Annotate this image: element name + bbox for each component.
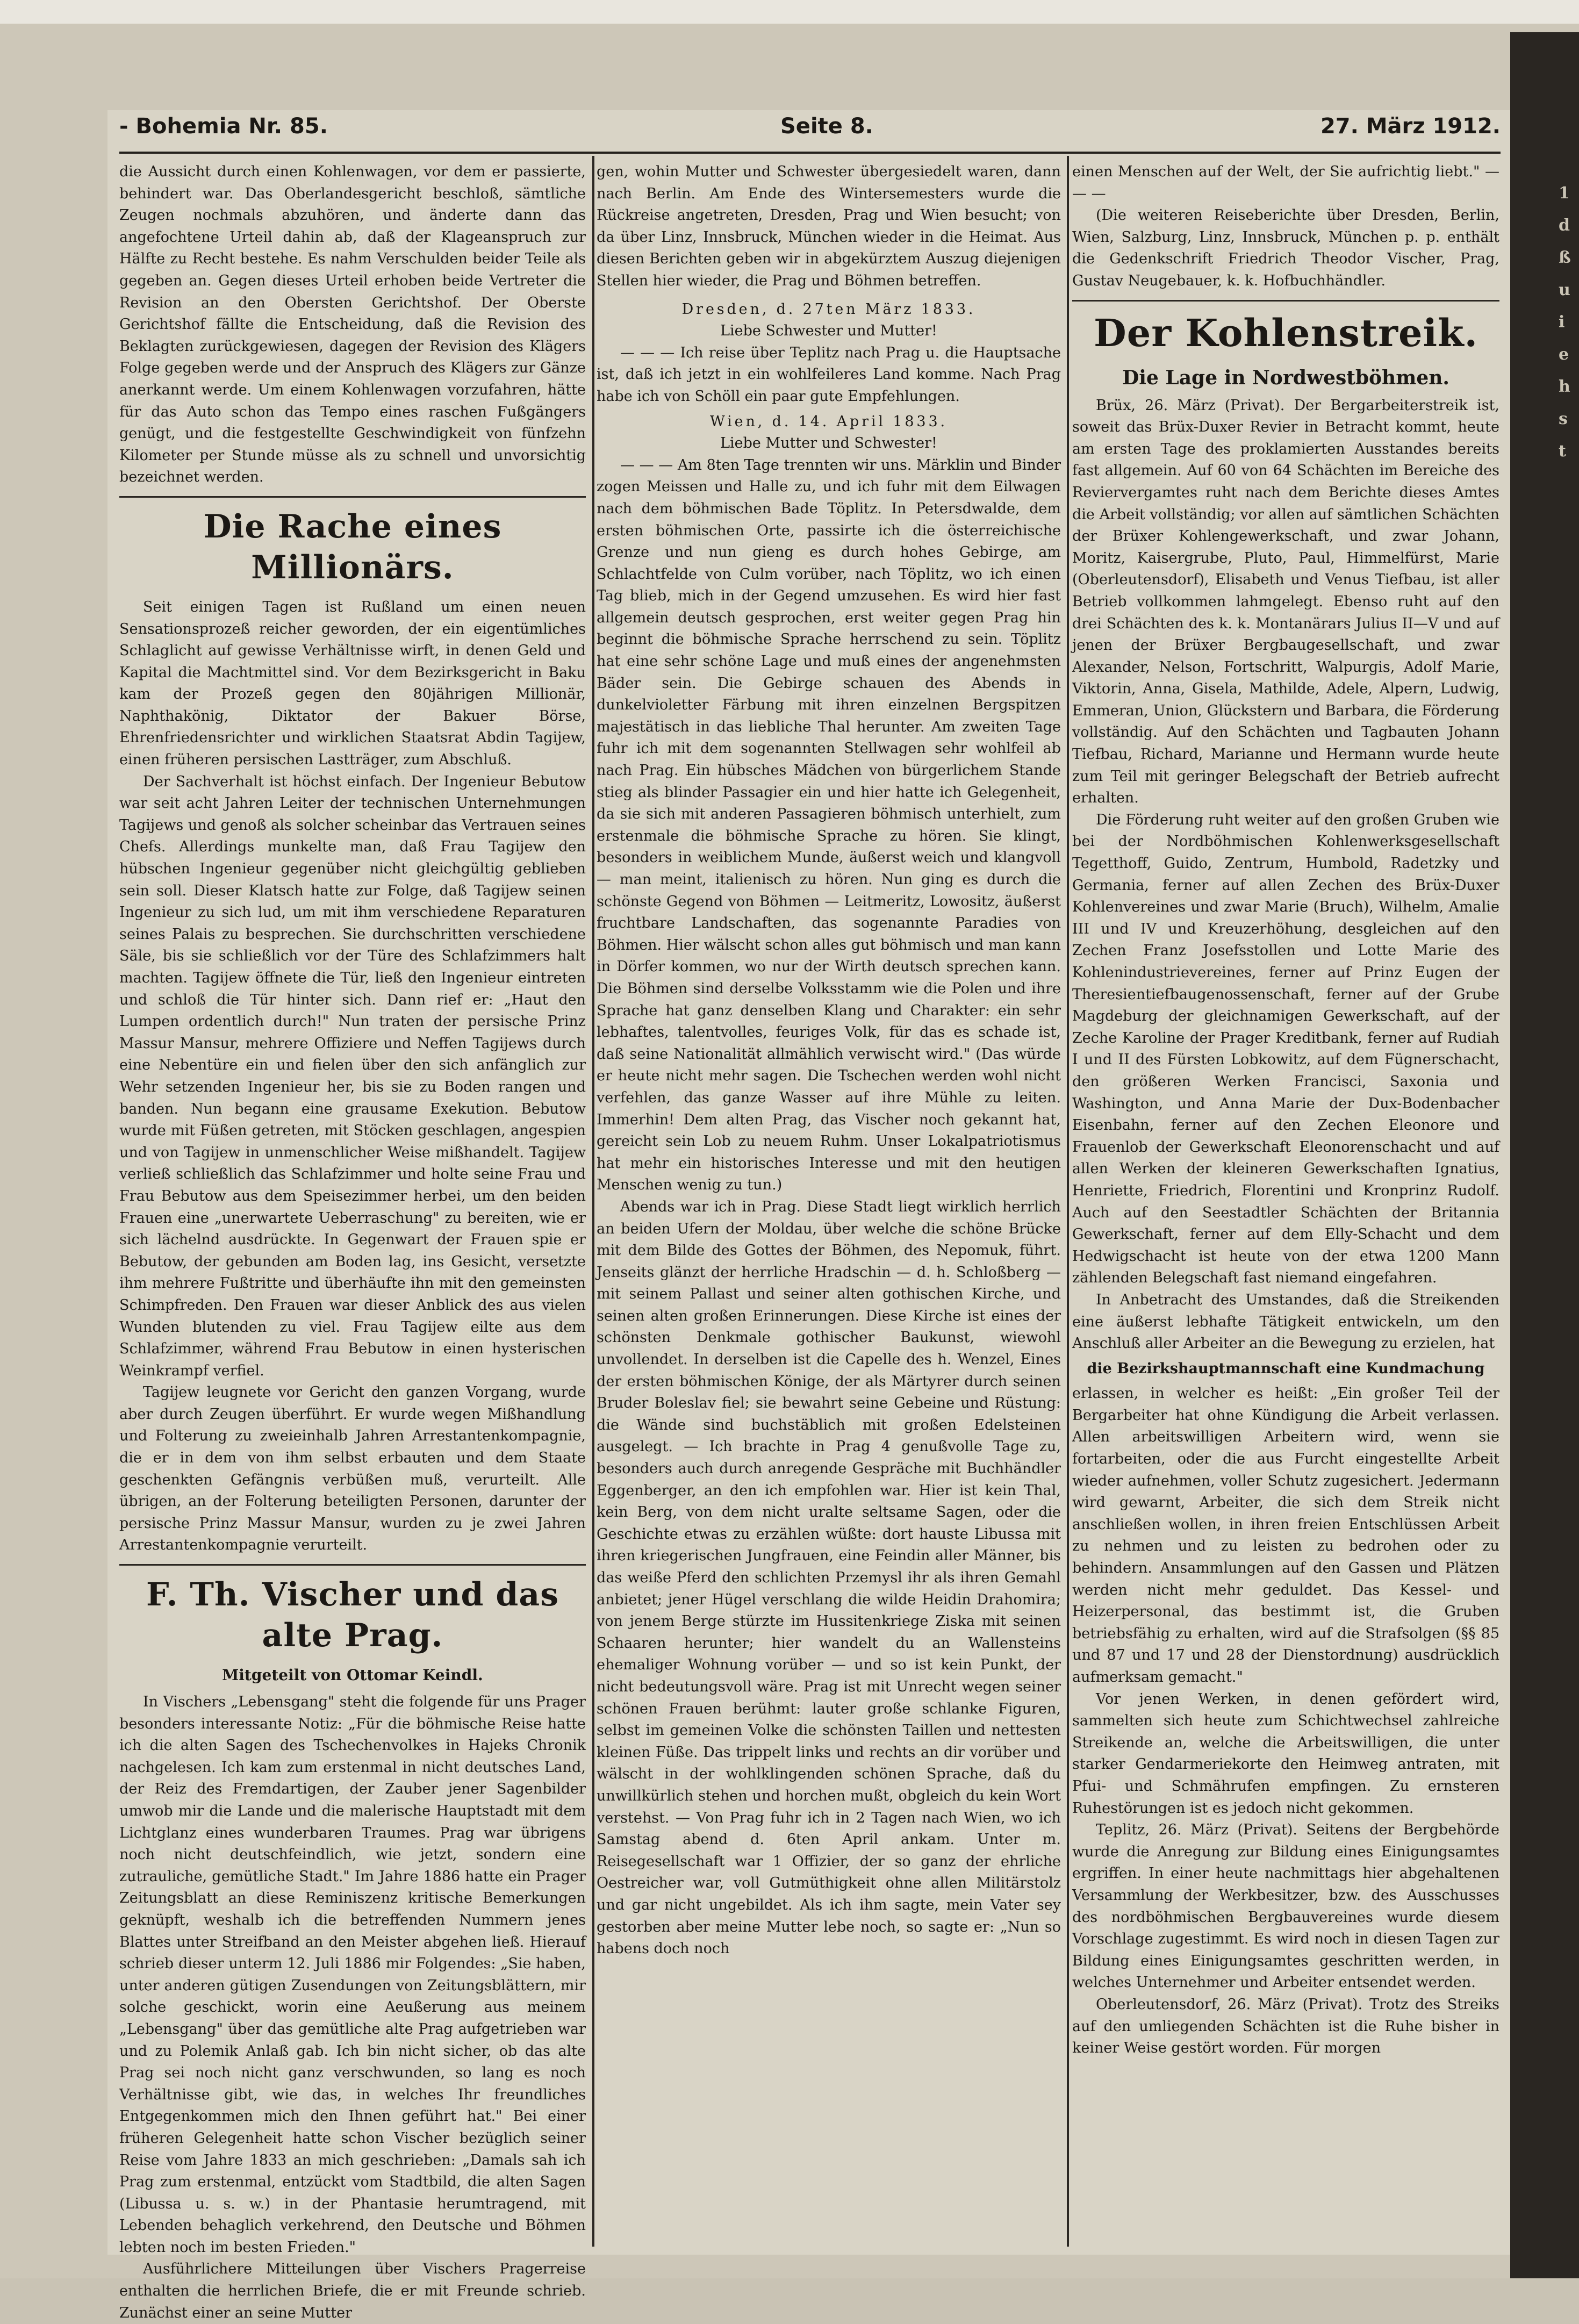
article-note: (Die weiteren Reiseberichte über Dresden, Berlin, Wien, Salzburg, Linz, Innsbruck, München p. p. enthält die Gedenkschrift Friedrich Theodor Vischer, Prag, Gustav Neugebauer, k. k. Hofbuchhändler. [1072, 207, 1499, 289]
letter-paragraph: — — — Am 8ten Tage trennten wir uns. Märklin und Binder zogen Meissen und Halle zu, und ich fuhr mit dem Eilwagen nach dem böhmischen Bade Töplitz. In Petersdwalde, dem ersten böhmischen Orte, passirte ich die österreichische Grenze und nun gieng es durch hohes Gebirge, am Schlachtfelde von Culm vorüber, nach Töplitz, wo ich einen Tag blieb, mich in der Gegend umzusehen. Es wird hier fast allgemein deutsch gesprochen, erst weiter gegen Prag hin beginnt die böhmische Sprache herrschend zu sein. Töplitz hat eine sehr schöne Lage und muß eines der angenehmsten Bäder sein. Die Gebirge schauen des Abends in dunkelvioletter Färbung mit ihren einzelnen Bergspitzen majestätisch in das liebliche Thal herunter. Am zweiten Tage fuhr ich mit dem sogenannten Stellwagen sehr wohlfeil ab nach Prag. Ein hübsches Mädchen von bürgerlichem Stande stieg als blinder Passagier ein und hier hatte ich Gelegenheit, da sie sich mit anderen Passagieren böhmisch unterhielt, zum erstenmale die böhmische Sprache zu hören. Sie klingt, besonders in weiblichem Munde, äußerst weich und klangvoll — man meint, italienisch zu hören. Nun ging es durch die schönste Gegend von Böhmen — Leitmeritz, Lowositz, äußerst fruchtbare Landschaften, das sogenannte Paradies von Böhmen. Hier wälscht schon alles gut böhmisch und man kann in Dörfer kommen, wo nur der Wirth deutsch sprechen kann. Die Böhmen sind derselbe Volksstamm wie die Polen und ihre Sprache hat ganz denselben Klang und Charakter: ein sehr lebhaftes, talentvolles, feuriges Volk, für das es schade ist, daß seine Nationalität allmählich verwischt wird." (Das würde er heute nicht mehr sagen. Die Tschechen werden wohl nicht verfehlen, das ganze Wasser auf ihre Mühle zu leiten. Immerhin! Dem alten Prag, das Vischer noch gekannt hat, gereicht sein Lob zu neuem Ruhm. Unser Lokalpatriotismus hat mehr ein historisches Interesse und mit den heutigen Menschen wenig zu tun.) [597, 456, 1061, 1194]
article-paragraph: In Vischers „Lebensgang" steht die folgende für uns Prager besonders interessante Notiz: „Für die böhmische Reise hatte ich die alten Sagen des Tschechenvolkes in Hajeks Chronik nachgelesen. Ich kam zum erstenmal in nicht deutsches Land, der Reiz des Fremdartigen, der Zauber jener Sagenbilder umwob mir die Lande und die malerische Hauptstadt mit dem Lichtglanz eines wunderbaren Traumes. Prag war übrigens noch nicht deutschfeindlich, wie jetzt, sondern eine zutrauliche, gemütliche Stadt." Im Jahre 1886 hatte ein Prager Zeitungsblatt an diese Reminiszenz kritische Bemerkungen geknüpft, weshalb ich die betreffenden Nummern jenes Blattes unter Streifband an den Meister abgehen ließ. Hierauf schrieb dieser unterm 12. Juli 1886 mir Folgendes: „Sie haben, unter anderen gütigen Zusendungen von Zeitungsblättern, mir solche geschickt, worin eine Aeußerung aus meinem „Lebensgang" über das gemütliche alte Prag aufgetrieben war und zu Polemik Anlaß gab. Ich bin nicht sicher, ob das alte Prag sei noch nicht ganz verschwunden, so lang es noch Verhältnisse gibt, wie das, in welches Ihr freundliches Entgegenkommen mich den Ihnen geführt hat." Bei einer früheren Gelegenheit hatte schon Vischer bezüglich seiner Reise vom Jahre 1833 an mich geschrieben: „Damals sah ich Prag zum erstenmal, entzückt vom Stadtbild, die alten Sagen (Libussa u. s. w.) in der Phantasie herumtragend, mit Lebenden behaglich verkehrend, den Deutsche und Böhmen lebten noch im besten Frieden." [119, 1694, 586, 2256]
letter-dateline: Wien, d. 14. April 1833. [710, 413, 948, 430]
edge-fragment: i [1559, 313, 1565, 332]
article-paragraph: Seit einigen Tagen ist Rußland um einen neuen Sensationsprozeß reicher geworden, der ein eigentümliches Schlaglicht auf gewisse Verhältnisse wirft, in denen Geld und Kapital die Machtmittel sind. Vor dem Bezirksgericht in Baku kam der Prozeß gegen den 80jährigen Millionär, Naphthakönig, Diktator der Bakuer Börse, Ehrenfriedensrichter und wirklichen Staatsrat Abdin Tagijew, einen früheren persischen Lastträger, zum Abschluß. [119, 598, 586, 769]
article-title: F. Th. Vischer und das alte Prag. [146, 1576, 559, 1655]
edge-fragment: d [1559, 216, 1570, 235]
article-paragraph: Oberleutensdorf, 26. März (Privat). Trotz des Streiks auf den umliegenden Schächten ist die Ruhe bisher in keiner Weise gestört worden. Für morgen [1072, 1996, 1499, 2057]
article-paragraph: Teplitz, 26. März (Privat). Seitens der Bergbehörde wurde die Anregung zur Bildung eines Einigungsamtes ergriffen. In einer heute nachmittags hier abgehaltenen Versammlung der Werkbesitzer, bzw. des Ausschusses des nordböhmischen Bergbauvereines wurde diesem Vorschlage zugestimmt. Es wird noch in diesen Tagen zur Bildung eines Einigungsamtes geschritten werden, in welches Unternehmer und Arbeiter entsendet werden. [1072, 1821, 1499, 1991]
edge-fragment: ß [1559, 248, 1571, 267]
header-rule [119, 152, 1501, 154]
header-date: 27. März 1912. [1320, 114, 1501, 139]
column-1 [119, 161, 586, 2321]
letter-salutation: Liebe Mutter und Schwester! [720, 435, 937, 452]
article-title: Die Rache eines Millionärs. [203, 507, 502, 586]
letter-paragraph: Abends war ich in Prag. Diese Stadt liegt wirklich herrlich an beiden Ufern der Moldau, über welche die schöne Brücke mit dem Bilde des Gottes der Böhmen, des Nepomuk, führt. Jenseits glänzt der herrliche Hradschin — d. h. Schloßberg — mit seinem Pallast und seiner alten gothischen Kirche, und seinen alten großen Erinnerungen. Diese Kirche ist eines der schönsten Denkmale gothischer Baukunst, wiewohl unvollendet. In derselben ist die Capelle des h. Wenzel, Eines der ersten böhmischen Könige, der als Märtyrer durch seinen Bruder Boleslav fiel; sie bewahrt seine Gebeine und Rüstung: die Wände sind buchstäblich mit großen Edelsteinen ausgelegt. — Ich brachte in Prag 4 genußvolle Tage zu, besonders auch durch anregende Gespräche mit Buchhändler Eggenberger, an den ich empfohlen war. Hier ist kein Thal, kein Berg, von dem nicht uralte seltsame Sagen, oder die Geschichte etwas zu erzählen wüßte: dort hauste Libussa mit ihren kriegerischen Jungfrauen, eine Feindin aller Männer, bis das weiße Pferd den schlichten Przemysl ihr als ihren Gemahl anbietet; jener Hügel verschlang die wilde Heidin Drahomira; von jenem Berge stürzte im Hussitenkriege Ziska mit seinen Schaaren herunter; hier wandelt du an Wallensteins ehemaliger Wohnung vorüber — und so ist kein Punkt, der nicht bedeutungsvoll wäre. Prag ist mit Unrecht wegen seiner schönen Frauen berühmt: lauter große schlanke Figuren, selbst im gemeinen Volke die schönsten Taillen und nettesten kleinen Füße. Das trippelt links und rechts an dir vorüber und wälscht in der wohlklingenden schönen Sprache, daß du unwillkürlich stehen und horchen mußt, obgleich du kein Wort verstehst. — Von Prag fuhr ich in 2 Tagen nach Wien, wo ich Samstag abend d. 6ten April ankam. Unter m. Reisegesellschaft war 1 Offizier, der so ganz der ehrliche Oestreicher war, voll Gutmüthigkeit ohne allen Militärstolz und gar nicht ungebildet. Als ich ihm sagte, mein Vater sey gestorben aber meine Mutter lebe noch, so sagte er: „Nun so habens doch noch [597, 1198, 1061, 1957]
article-continuation: die Aussicht durch einen Kohlenwagen, vor dem er passierte, behindert war. Das Oberlandesgericht beschloß, sämtliche Zeugen nochmals abzuhören, und änderte dann das angefochtene Urteil dahin ab, daß der Klageanspruch zur Hälfte zu Recht bestehe. Es nahm Verschulden beider Teile als gegeben an. Gegen dieses Urteil erhoben beide Vertreter die Revision an den Obersten Gerichtshof. Der Oberste Gerichtshof fällte die Entscheidung, daß die Revision des Beklagten zurückgewiesen, dagegen der Revision des Klägers Folge gegeben werde und der Anspruch des Klägers zur Gänze anerkannt werde. Um einem Kohlenwagen vorzufahren, hätte für das Auto schon das Tempo eines raschen Fußgängers genügt, und die festgestellte Geschwindigkeit von fünfzehn Kilometer per Stunde müsse als zu schnell und unvorsichtig bezeichnet werden. [119, 163, 586, 486]
article-paragraph: Ausführlichere Mitteilungen über Vischers Pragerreise enthalten die herrlichen Briefe, die er mit Freunde schrieb. Zunächst einer an seine Mutter [119, 2261, 586, 2321]
article-title: Der Kohlenstreik. [1093, 310, 1478, 355]
page-header [119, 114, 1501, 146]
edge-fragment: u [1559, 281, 1570, 299]
edge-fragment: h [1559, 377, 1570, 396]
article-separator [119, 496, 586, 498]
article-separator [119, 1564, 586, 1566]
scan-top-margin [0, 0, 1579, 24]
article-paragraph: Brüx, 26. März (Privat). Der Bergarbeiterstreik ist, soweit das Brüx-Duxer Revier in Betracht kommt, heute am ersten Tage des proklamierten Ausstandes bereits fast allgemein. Auf 60 von 64 Schächten im Bereiche des Reviervergamtes ruht nach dem Berichte dieses Amtes die Arbeit vollständig; vor allen auf sämtlichen Schächten der Brüxer Kohlengewerkschaft, und zwar Johann, Moritz, Kaisergrube, Pluto, Paul, Himmelfürst, Marie (Oberleutensdorf), Elisabeth und Venus Tiefbau, ist aller Betrieb vollkommen lahmgelegt. Ebenso ruht auf den drei Schächten des k. k. Montanärars Julius II—V und auf jenen der Brüxer Bergbaugesellschaft, und zwar Alexander, Nelson, Fortschritt, Walpurgis, Adolf Marie, Viktorin, Anna, Gisela, Mathilde, Adele, Alpern, Ludwig, Emmeran, Union, Glückstern und Barbara, die Förderung vollständig. Auf den Schächten und Tagbauten Johann Tiefbau, Richard, Marianne und Hermann wurde heute zum Teil mit geringer Belegschaft der Betrieb aufrecht erhalten. [1072, 397, 1499, 807]
article-paragraph: Tagijew leugnete vor Gericht den ganzen Vorgang, wurde aber durch Zeugen überführt. Er wurde wegen Mißhandlung und Folterung zu zweieinhalb Jahren Arrestantenkompagnie, die er in dem von ihm selbst erbauten und dem Staate geschenkten Gefängnis verbüßen muß, verurteilt. Alle übrigen, an der Folterung beteiligten Personen, darunter der persische Prinz Massur Mansur, wurden zu je zwei Jahren Arrestantenkompagnie verurteilt. [119, 1384, 586, 1554]
column-3 [1072, 161, 1499, 2247]
column-divider [1067, 156, 1069, 2247]
article-paragraph: Der Sachverhalt ist höchst einfach. Der Ingenieur Bebutow war seit acht Jahren Leiter der technischen Unternehmungen Tagijews und genoß als solcher scheinbar das Vertrauen seines Chefs. Allerdings munkelte man, daß Frau Tagijew den hübschen Ingenieur gegenüber nicht gleichgültig geblieben sein soll. Dieser Klatsch hatte zur Folge, daß Tagijew seinen Ingenieur zu sich lud, um mit ihm verschiedene Reparaturen seines Palais zu besprechen. Sie durchschritten verschiedene Säle, bis sie schließlich vor der Türe des Schlafzimmers halt machten. Tagijew öffnete die Tür, ließ den Ingenieur eintreten und schloß die Tür hinter sich. Dann rief er: „Haut den Lumpen ordentlich durch!" Nun traten der persische Prinz Massur Mansur, mehrere Offiziere und Neffen Tagijews durch eine Nebentüre ein und fielen über den sich anfänglich zur Wehr setzenden Ingenieur her, bis sie zu Boden rangen und banden. Nun begann eine grausame Exekution. Bebutow wurde mit Füßen getreten, mit Stöcken geschlagen, angespien und von Tagijew in unmenschlicher Weise mißhandelt. Tagijew verließ schließlich das Schlafzimmer und holte seine Frau und Frau Bebutow aus dem Speisezimmer herbei, um den beiden Frauen eine „unerwartete Ueberraschung" zu bereiten, wie er sich lächelnd ausdrückte. In Gegenwart der Frauen spie er Bebutow, der gebunden am Boden lag, ins Gesicht, versetzte ihm mehrere Fußtritte und überhäufte ihn mit den gemeinsten Schimpfreden. Den Frauen war dieser Anblick des aus vielen Wunden blutenden zu viel. Frau Tagijew eilte aus dem Schlafzimmer, während Frau Bebutow in einen hysterischen Weinkrampf verfiel. [119, 773, 586, 1379]
column-divider [592, 156, 594, 2247]
column-2 [597, 161, 1061, 2247]
letter-salutation: Liebe Schwester und Mutter! [720, 322, 937, 340]
article-byline: Mitgeteilt von Ottomar Keindl. [222, 1666, 483, 1684]
article-paragraph: Die Förderung ruht weiter auf den großen Gruben wie bei der Nordböhmischen Kohlenwerksgesellschaft Tegetthoff, Guido, Zentrum, Humbold, Radetzky und Germania, ferner auf allen Zechen des Brüx-Duxer Kohlenvereines und zwar Marie (Bruch), Wilhelm, Amalie III und IV und Kreuzerhöhung, desgleichen auf den Zechen Franz Josefsstollen und Lotte Marie des Kohlenindustrievereines, ferner auf Prinz Eugen der Theresientiefbaugenossenschaft, ferner auf der Grube Magdeburg der gleichnamigen Gewerkschaft, auf der Zeche Karoline der Prager Kreditbank, ferner auf Rudiah I und II des Fürsten Lobkowitz, auf dem Fügnerschacht, den größeren Werken Francisci, Saxonia und Washington, und Anna Marie der Dux-Bodenbacher Eisenbahn, ferner auf den Zechen Eleonore und Frauenlob der Gewerkschaft Eleonorenschacht und auf allen Werken der kleineren Gewerkschaften Ignatius, Henriette, Friedrich, Florentini und Kronprinz Rudolf. Auch auf den Seestadtler Schächten der Britannia Gewerkschaft, ferner auf dem Elly-Schacht und dem Hedwigschacht ist heute von der etwa 1200 Mann zählenden Belegschaft fast niemand eingefahren. [1072, 811, 1499, 1287]
letter-dateline: Dresden, d. 27ten März 1833. [681, 300, 976, 318]
article-subtitle: Die Lage in Nordwestböhmen. [1122, 366, 1449, 389]
article-paragraph: Vor jenen Werken, in denen gefördert wird, sammelten sich heute zum Schichtwechsel zahlreiche Streikende an, welche die Arbeitswilligen, die unter starker Gendarmeriekorte den Heimweg antraten, mit Pfui- und Schmährufen empfingen. Zu ernsteren Ruhestörungen ist es jedoch nicht gekommen. [1072, 1690, 1499, 1817]
edge-fragment: s [1559, 410, 1568, 428]
edge-fragment: 1 [1559, 184, 1570, 203]
article-paragraph: erlassen, in welcher es heißt: „Ein großer Teil der Bergarbeiter hat ohne Kündigung die Arbeit verlassen. Allen arbeitswilligen Arbeitern wird, wenn sie fortarbeiten, oder die aus Furcht eingestellte Arbeit wieder aufnehmen, voller Schutz zugesichert. Jedermann wird gewarnt, Arbeiter, die sich dem Streik nicht anschließen wollen, in ihren freien Entschlüssen Arbeit zu nehmen und zu leisten zu bedrohen oder zu behindern. Ansammlungen auf den Gassen und Plätzen werden nicht mehr geduldet. Das Kessel- und Heizerpersonal, das bestimmt ist, die Gruben betriebsfähig zu erhalten, wird auf die Strafsolgen (§§ 85 und 87 und 17 und 28 der Dienstordnung) ausdrücklich aufmerksam gemacht." [1072, 1385, 1499, 1685]
article-separator [1072, 300, 1499, 302]
article-continuation: einen Menschen auf der Welt, der Sie aufrichtig liebt." — — — [1072, 163, 1499, 202]
article-continuation: gen, wohin Mutter und Schwester übergesiedelt waren, dann nach Berlin. Am Ende des Wintersemesters wurde die Rückreise angetreten, Dresden, Prag und Wien besucht; von da über Linz, Innsbruck, München wieder in die Heimat. Aus diesen Berichten geben wir in abgekürztem Auszug diejenigen Stellen hier wieder, die Prag und Böhmen betreffen. [597, 163, 1061, 289]
header-publication: - Bohemia Nr. 85. [119, 114, 328, 139]
edge-fragment: e [1559, 345, 1569, 364]
centered-line: die Bezirkshauptmannschaft eine Kundmachung [1087, 1360, 1485, 1377]
article-paragraph: In Anbetracht des Umstandes, daß die Streikenden eine äußerst lebhafte Tätigkeit entwickeln, um den Anschluß aller Arbeiter an die Bewegung zu erzielen, hat [1072, 1291, 1499, 1352]
adjacent-page-fragments [1559, 177, 1577, 930]
edge-fragment: t [1559, 442, 1566, 461]
header-page-number: Seite 8. [780, 114, 873, 139]
letter-paragraph: — — — Ich reise über Teplitz nach Prag u. die Hauptsache ist, daß ich jetzt in ein wohlfeileres Land komme. Nach Prag habe ich von Schöll ein paar gute Empfehlungen. [597, 344, 1061, 405]
